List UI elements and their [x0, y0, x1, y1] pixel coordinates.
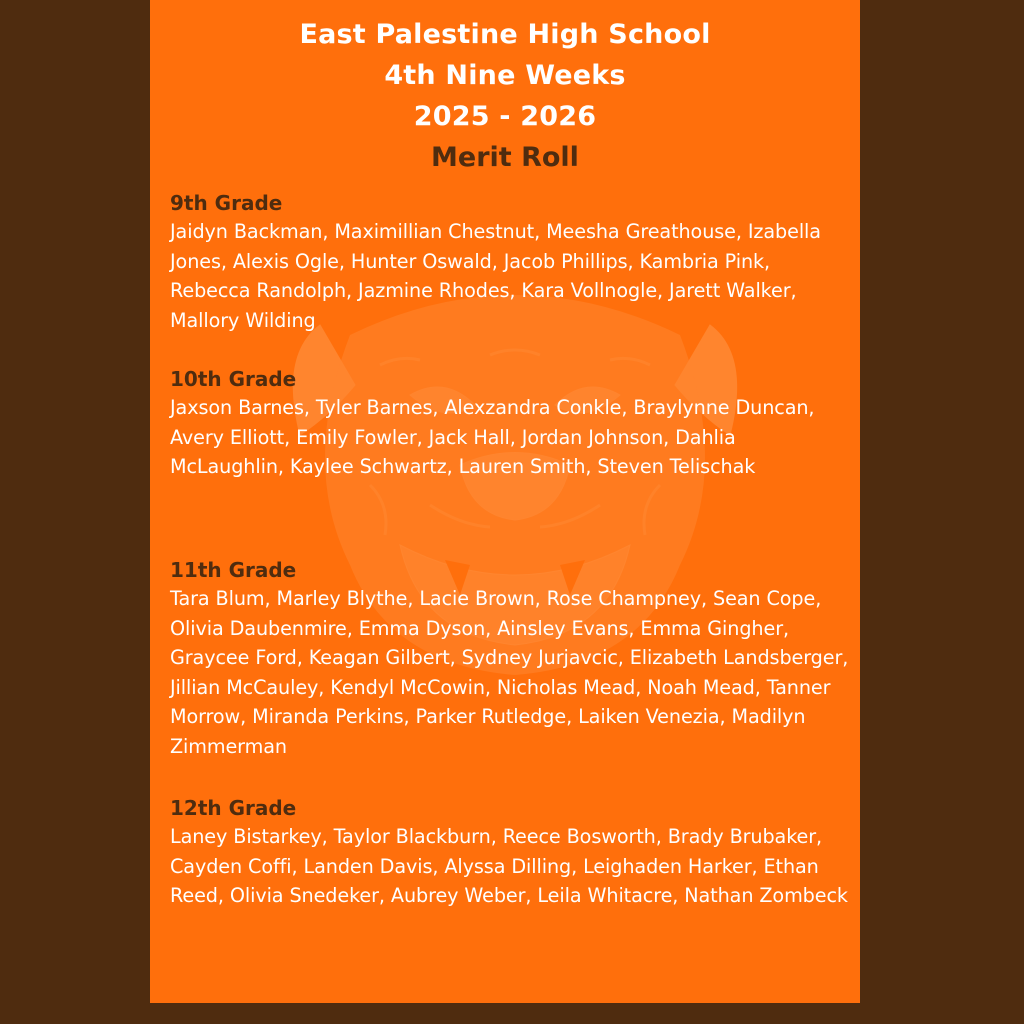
school-name: East Palestine High School — [299, 19, 711, 50]
roll-title: Merit Roll — [431, 142, 579, 173]
grade-section-11 — [170, 556, 850, 761]
grade-heading: 12th Grade — [170, 796, 297, 820]
student-names: Tara Blum, Marley Blythe, Lacie Brown, Rose Champney, Sean Cope, Olivia Daubenmire, Emma Dyson, Ainsley Evans, Emma Gingher, Graycee Ford, Keagan Gilbert, Sydney Jurjavcic, Elizabeth Landsberger, Jillian McCauley, Kendyl McCowin, Nicholas Mead, Noah Mead, Tanner Morrow, Miranda Perkins, Parker Rutledge, Laiken Venezia, Madilyn Zimmerman — [170, 587, 849, 758]
term-title: 4th Nine Weeks — [384, 60, 626, 91]
grade-section-10 — [170, 365, 850, 482]
student-names: Jaidyn Backman, Maximillian Chestnut, Meesha Greathouse, Izabella Jones, Alexis Ogle, Hunter Oswald, Jacob Phillips, Kambria Pink, Rebecca Randolph, Jazmine Rhodes, Kara Vollnogle, Jarett Walker, Mallory Wilding — [170, 220, 821, 332]
merit-roll-poster — [150, 0, 860, 1003]
student-names: Jaxson Barnes, Tyler Barnes, Alexzandra Conkle, Braylynne Duncan, Avery Elliott, Emily Fowler, Jack Hall, Jordan Johnson, Dahlia McLaughlin, Kaylee Schwartz, Lauren Smith, Steven Telischak — [170, 396, 815, 478]
grade-heading: 11th Grade — [170, 558, 297, 582]
student-names: Laney Bistarkey, Taylor Blackburn, Reece Bosworth, Brady Brubaker, Cayden Coffi, Landen Davis, Alyssa Dilling, Leighaden Harker, Ethan Reed, Olivia Snedeker, Aubrey Weber, Leila Whitacre, Nathan Zombeck — [170, 825, 848, 907]
school-year: 2025 - 2026 — [413, 101, 597, 132]
grade-heading: 10th Grade — [170, 367, 297, 391]
grade-heading: 9th Grade — [170, 191, 283, 215]
grade-section-12 — [170, 794, 850, 911]
poster-header — [150, 14, 860, 178]
grade-section-9 — [170, 189, 850, 335]
